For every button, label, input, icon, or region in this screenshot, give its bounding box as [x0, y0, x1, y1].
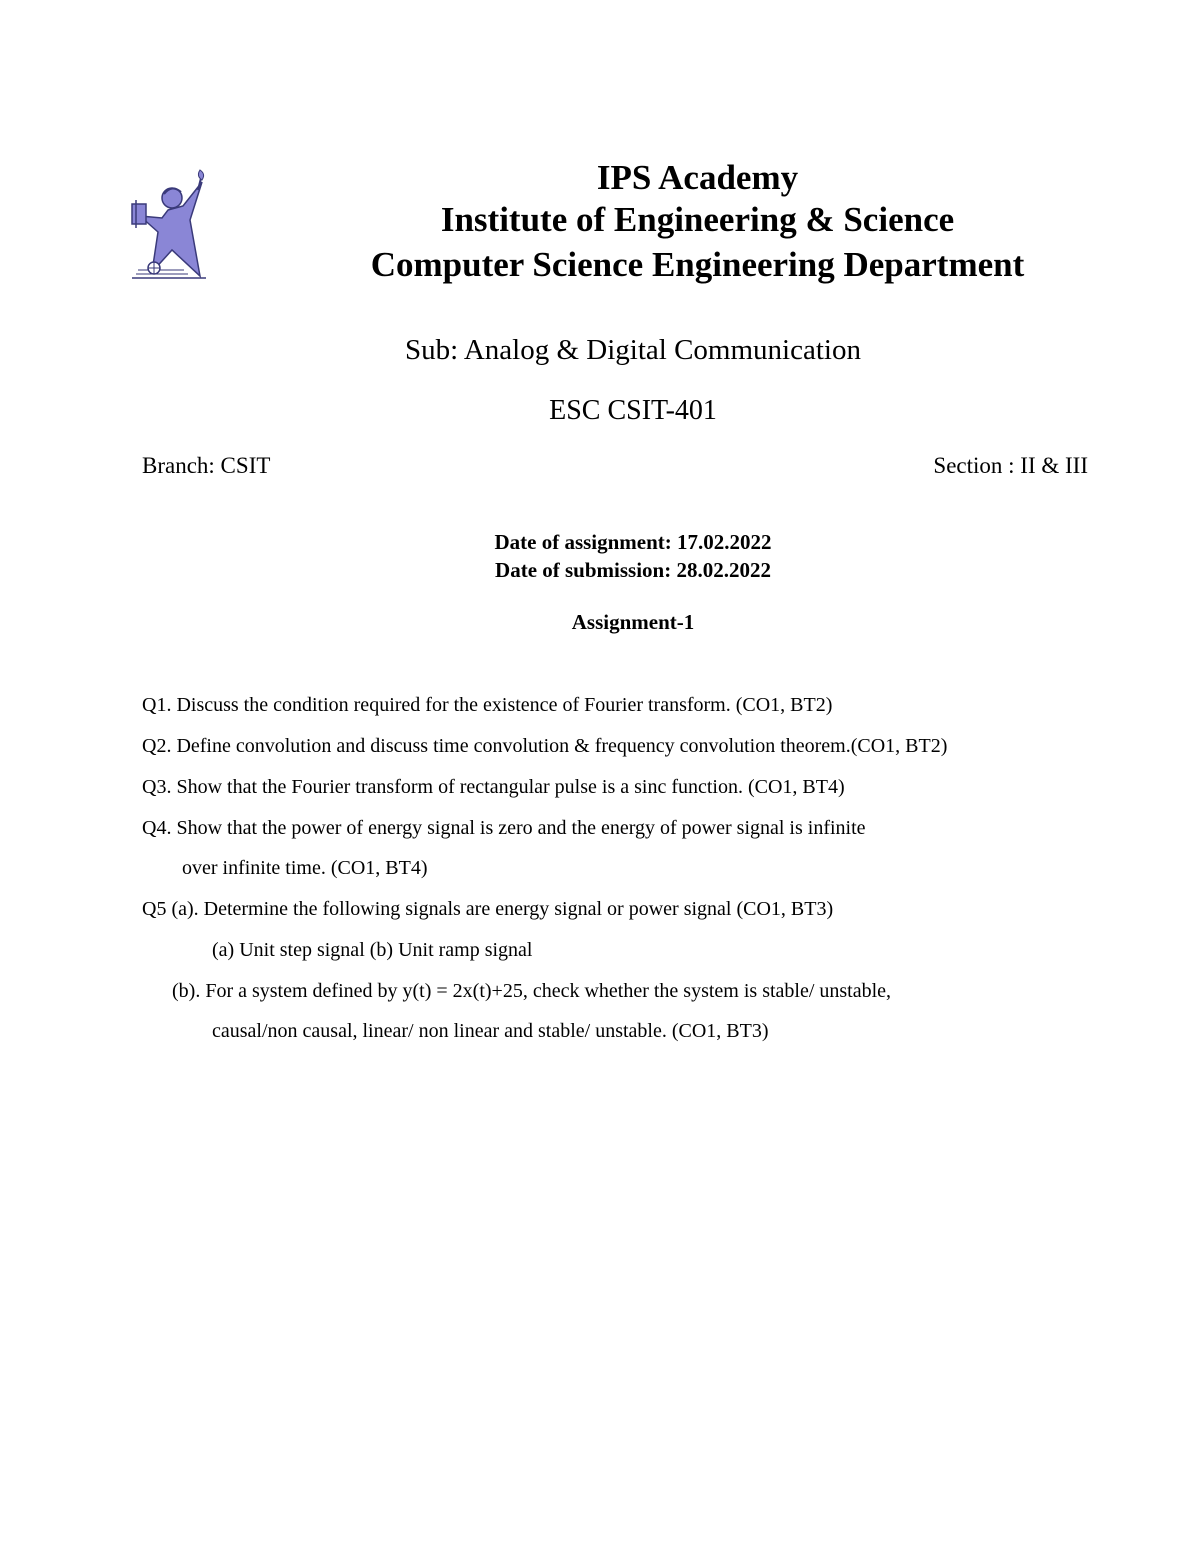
torch-bearer-star-logo-icon: [128, 168, 210, 284]
date-of-assignment: Date of assignment: 17.02.2022: [494, 530, 772, 554]
question-q5b: (b). For a system defined by y(t) = 2x(t)+25, check whether the system is stable/ unstable,: [172, 980, 892, 1002]
question-q5a-options: (a) Unit step signal (b) Unit ramp signal: [212, 939, 533, 961]
institute-name: Institute of Engineering & Science: [440, 200, 955, 239]
question-q4-continuation: over infinite time. (CO1, BT4): [182, 857, 428, 879]
question-q1: Q1. Discuss the condition required for the existence of Fourier transform. (CO1, BT2): [142, 694, 833, 716]
academy-name: IPS Academy: [596, 158, 799, 197]
question-q5a: Q5 (a). Determine the following signals are energy signal or power signal (CO1, BT3): [142, 898, 834, 920]
date-of-submission: Date of submission: 28.02.2022: [495, 558, 771, 582]
subject-line: Sub: Analog & Digital Communication: [405, 334, 861, 366]
course-code: ESC CSIT-401: [549, 395, 717, 426]
department-name: Computer Science Engineering Department: [370, 245, 1025, 284]
section-label: Section : II & III: [933, 453, 1088, 478]
assignment-dates: [233, 528, 1033, 584]
question-q4: Q4. Show that the power of energy signal is zero and the energy of power signal is infinite: [142, 817, 866, 839]
assignment-title: Assignment-1: [571, 610, 695, 634]
question-q2: Q2. Define convolution and discuss time convolution & frequency convolution theorem.(CO1, BT2): [142, 735, 948, 757]
question-q3: Q3. Show that the Fourier transform of rectangular pulse is a sinc function. (CO1, BT4): [142, 776, 845, 798]
institution-header: [300, 158, 1095, 288]
branch-label: Branch: CSIT: [142, 453, 271, 478]
question-q5b-continuation: causal/non causal, linear/ non linear and stable/ unstable. (CO1, BT3): [212, 1020, 769, 1042]
